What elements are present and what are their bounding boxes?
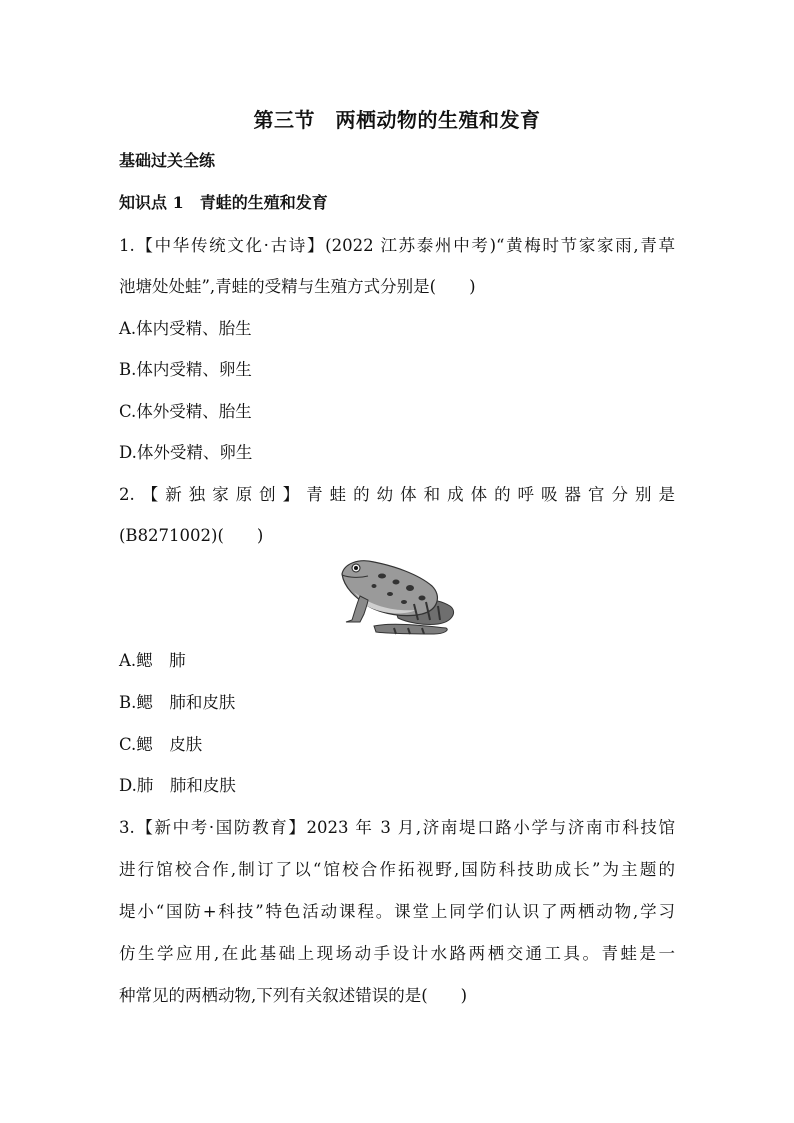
question-2-option-d: D.肺 肺和皮肤 (119, 776, 236, 795)
frog-illustration (334, 548, 460, 636)
knowledge-point-heading: 知识点 1 青蛙的生殖和发育 (119, 193, 328, 212)
question-2-line-2: (B8271002)( ) (119, 526, 264, 545)
question-1-option-d: D.体外受精、卵生 (119, 443, 253, 462)
question-1-line-2: 池塘处处蛙”,青蛙的受精与生殖方式分别是( ) (119, 277, 476, 296)
question-3-line-1: 3.【新中考·国防教育】2023 年 3 月,济南堤口路小学与济南市科技馆 (119, 818, 675, 837)
question-3-line-3: 堤小“国防+科技”特色活动课程。课堂上同学们认识了两栖动物,学习 (119, 902, 675, 921)
question-1-option-b: B.体内受精、卵生 (119, 360, 252, 379)
section-heading: 基础过关全练 (119, 151, 216, 170)
question-3-line-2: 进行馆校合作,制订了以“馆校合作拓视野,国防科技助成长”为主题的 (119, 860, 675, 879)
question-2-option-b: B.鳃 肺和皮肤 (119, 693, 236, 712)
question-1-option-c: C.体外受精、胎生 (119, 402, 252, 421)
question-3-line-4: 仿生学应用,在此基础上现场动手设计水路两栖交通工具。青蛙是一 (119, 944, 675, 963)
question-2-line-1: 2.【新独家原创】青蛙的幼体和成体的呼吸器官分别是 (119, 485, 675, 504)
question-1-line-1: 1.【中华传统文化·古诗】(2022 江苏泰州中考)“黄梅时节家家雨,青草 (119, 236, 675, 255)
question-2-option-a: A.鳃 肺 (119, 651, 186, 670)
page-title: 第三节 两栖动物的生殖和发育 (253, 108, 541, 132)
question-2-option-c: C.鳃 皮肤 (119, 735, 203, 754)
question-3-line-5: 种常见的两栖动物,下列有关叙述错误的是( ) (119, 986, 468, 1005)
question-1-option-a: A.体内受精、胎生 (119, 319, 252, 338)
